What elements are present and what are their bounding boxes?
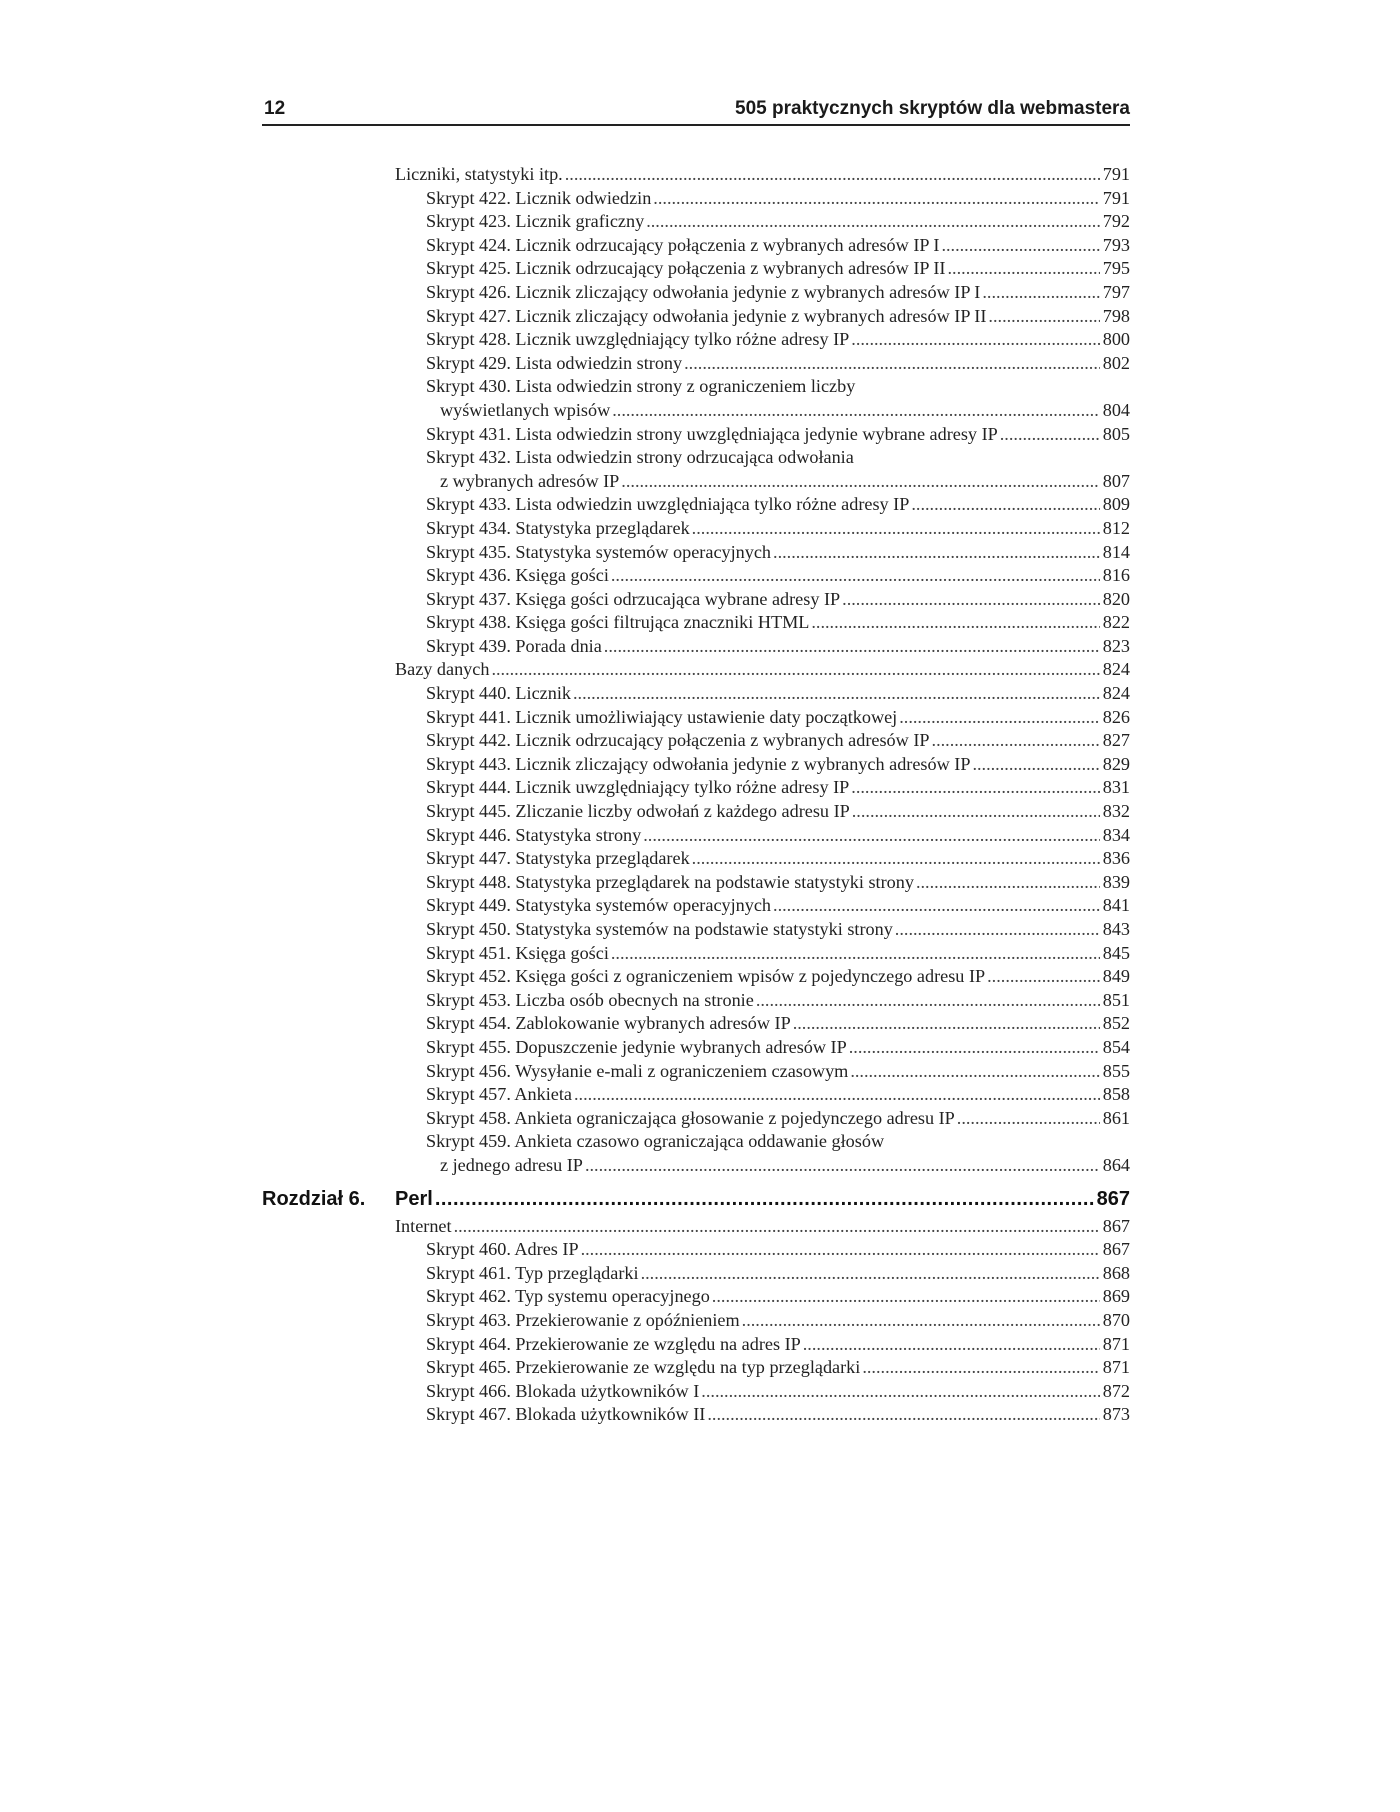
entry-title: z wybranych adresów IP	[440, 470, 620, 491]
entry-title: Skrypt 467. Blokada użytkowników II	[426, 1404, 706, 1425]
dot-leader	[957, 1107, 1100, 1131]
entry-page-number: 854	[1102, 1036, 1130, 1057]
entry-title: Skrypt 440. Licznik	[426, 683, 571, 704]
entry-page-number: 792	[1102, 211, 1130, 232]
script-entry	[262, 257, 1130, 281]
entry-page-number: 795	[1102, 258, 1130, 279]
script-entry	[262, 1238, 1130, 1262]
entry-title: Skrypt 464. Przekierowanie ze względu na adres IP	[426, 1333, 801, 1354]
entry-page-number: 834	[1102, 824, 1130, 845]
entry-page-number: 827	[1102, 730, 1130, 751]
entry-title: Skrypt 437. Księga gości odrzucająca wybrane adresy IP	[426, 588, 841, 609]
entry-page-number: 864	[1102, 1154, 1130, 1175]
entry-title: Skrypt 446. Statystyka strony	[426, 824, 642, 845]
dot-leader	[692, 517, 1100, 541]
dot-leader	[916, 871, 1100, 895]
entry-title: Skrypt 439. Porada dnia	[426, 635, 602, 656]
entry-title: Skrypt 463. Przekierowanie z opóźnieniem	[426, 1309, 740, 1330]
script-entry	[262, 541, 1130, 565]
dot-leader	[895, 918, 1100, 942]
script-entry	[262, 1403, 1130, 1427]
entry-page-number: 797	[1102, 281, 1130, 302]
script-entry	[262, 399, 1130, 423]
dot-leader	[653, 187, 1099, 211]
entry-title: z jednego adresu IP	[440, 1154, 583, 1175]
dot-leader	[941, 234, 1099, 258]
entry-title: Skrypt 427. Licznik zliczający odwołania jedynie z wybranych adresów IP II	[426, 305, 987, 326]
script-entry	[262, 871, 1130, 895]
entry-page-number: 867	[1096, 1187, 1130, 1210]
dot-leader	[604, 635, 1100, 659]
entry-title: Skrypt 445. Zliczanie liczby odwołań z każdego adresu IP	[426, 801, 850, 822]
entry-title: Skrypt 443. Licznik zliczający odwołania jedynie z wybranych adresów IP	[426, 753, 971, 774]
dot-leader	[585, 1154, 1100, 1178]
dot-leader	[701, 1380, 1099, 1404]
dot-leader	[692, 847, 1100, 871]
script-entry	[262, 847, 1130, 871]
entry-title: Skrypt 450. Statystyka systemów na podstawie statystyki strony	[426, 919, 893, 939]
entry-page-number: 871	[1102, 1333, 1130, 1354]
script-entry	[262, 729, 1130, 753]
entry-page-number: 826	[1102, 706, 1130, 727]
entry-title: Skrypt 459. Ankieta czasowo ograniczająca oddawanie głosów	[426, 1131, 885, 1152]
script-entry	[262, 1154, 1130, 1178]
entry-title: Skrypt 430. Lista odwiedzin strony z ograniczeniem liczby	[426, 376, 856, 397]
entry-title: Skrypt 449. Statystyka systemów operacyjnych	[426, 895, 772, 916]
entry-page-number: 814	[1102, 541, 1130, 562]
dot-leader	[454, 1215, 1100, 1239]
dot-leader	[611, 564, 1100, 588]
dot-leader	[899, 706, 1099, 730]
dot-leader	[851, 328, 1099, 352]
entry-page-number: 824	[1102, 659, 1130, 680]
entry-page-number: 809	[1102, 494, 1130, 515]
entry-title: Skrypt 438. Księga gości filtrująca znaczniki HTML	[426, 612, 810, 633]
dot-leader	[773, 894, 1100, 918]
dot-leader	[850, 1060, 1099, 1084]
book-title: 505 praktycznych skryptów dla webmastera	[735, 98, 1130, 119]
dot-leader	[574, 1083, 1100, 1107]
script-entry	[262, 423, 1130, 447]
script-entry	[262, 635, 1130, 659]
entry-page-number: 804	[1102, 399, 1130, 420]
dot-leader	[684, 352, 1100, 376]
entry-title: Skrypt 444. Licznik uwzględniający tylko różne adresy IP	[426, 777, 850, 798]
entry-page-number: 824	[1102, 683, 1130, 704]
entry-title: Skrypt 428. Licznik uwzględniający tylko różne adresy IP	[426, 329, 850, 350]
entry-page-number: 870	[1102, 1309, 1130, 1330]
script-entry	[262, 328, 1130, 352]
entry-title: Skrypt 452. Księga gości z ograniczeniem wpisów z pojedynczego adresu IP	[426, 966, 986, 987]
entry-page-number: 858	[1102, 1084, 1130, 1105]
entry-page-number: 800	[1102, 329, 1130, 350]
entry-page-number: 867	[1102, 1215, 1130, 1236]
entry-title: Skrypt 423. Licznik graficzny	[426, 211, 645, 232]
entry-page-number: 822	[1102, 612, 1130, 633]
script-entry	[262, 281, 1130, 305]
entry-title: Skrypt 456. Wysyłanie e-mali z ograniczeniem czasowym	[426, 1060, 849, 1081]
dot-leader	[987, 965, 1100, 989]
page-number: 12	[264, 98, 286, 119]
entry-page-number: 873	[1102, 1404, 1130, 1425]
dot-leader	[948, 257, 1100, 281]
script-entry	[262, 682, 1130, 706]
entry-page-number: 832	[1102, 801, 1130, 822]
entry-title: Skrypt 465. Przekierowanie ze względu na typ przeglądarki	[426, 1357, 861, 1378]
entry-title: Skrypt 422. Licznik odwiedzin	[426, 187, 652, 208]
dot-leader	[852, 800, 1100, 824]
entry-page-number: 802	[1102, 352, 1130, 373]
script-entry	[262, 1262, 1130, 1286]
entry-page-number: 831	[1102, 777, 1130, 798]
dot-leader	[646, 210, 1100, 234]
entry-title: Liczniki, statystyki itp.	[395, 164, 563, 184]
section-entry	[262, 163, 1130, 187]
entry-page-number: 820	[1102, 588, 1130, 609]
entry-page-number: 843	[1102, 919, 1130, 939]
entry-title: Skrypt 425. Licznik odrzucający połączenia z wybranych adresów IP II	[426, 258, 946, 279]
dot-leader	[573, 682, 1100, 706]
dot-leader	[849, 1036, 1100, 1060]
dot-leader	[707, 1403, 1099, 1427]
script-entry	[262, 611, 1130, 635]
entry-title: Skrypt 455. Dopuszczenie jedynie wybranych adresów IP	[426, 1036, 847, 1057]
entry-title: Skrypt 441. Licznik umożliwiający ustawienie daty początkowej	[426, 706, 898, 727]
script-entry	[262, 187, 1130, 211]
dot-leader	[842, 588, 1100, 612]
chapter-entry	[262, 1184, 1130, 1215]
entry-title: Skrypt 431. Lista odwiedzin strony uwzględniająca jedynie wybrane adresy IP	[426, 423, 998, 444]
entry-page-number: 872	[1102, 1380, 1130, 1401]
entry-page-number: 793	[1102, 234, 1130, 255]
script-entry	[262, 1333, 1130, 1357]
dot-leader	[756, 989, 1100, 1013]
script-entry	[262, 210, 1130, 234]
dot-leader	[1000, 423, 1100, 447]
script-entry	[262, 234, 1130, 258]
dot-leader	[811, 611, 1099, 635]
entry-title: Skrypt 451. Księga gości	[426, 942, 609, 963]
entry-page-number: 798	[1102, 305, 1130, 326]
dot-leader	[988, 305, 1099, 329]
entry-page-number: 807	[1102, 470, 1130, 491]
script-entry	[262, 375, 1130, 399]
dot-leader	[581, 1238, 1100, 1262]
script-entry	[262, 1380, 1130, 1404]
entry-title: Skrypt 447. Statystyka przeglądarek	[426, 848, 690, 869]
script-entry	[262, 776, 1130, 800]
chapter-label: Rozdział 6.	[262, 1187, 366, 1210]
script-entry	[262, 894, 1130, 918]
script-entry	[262, 800, 1130, 824]
entry-title: Skrypt 458. Ankieta ograniczająca głosowanie z pojedynczego adresu IP	[426, 1107, 955, 1128]
entry-page-number: 861	[1102, 1107, 1130, 1128]
dot-leader	[793, 1012, 1100, 1036]
script-entry	[262, 470, 1130, 494]
entry-title: Skrypt 448. Statystyka przeglądarek na podstawie statystyki strony	[426, 871, 914, 892]
dot-leader	[712, 1285, 1100, 1309]
dot-leader	[932, 729, 1100, 753]
entry-title: Skrypt 429. Lista odwiedzin strony	[426, 352, 683, 373]
entry-page-number: 845	[1102, 942, 1130, 963]
script-entry	[262, 517, 1130, 541]
entry-title: Skrypt 424. Licznik odrzucający połączenia z wybranych adresów IP I	[426, 234, 940, 255]
entry-page-number: 791	[1102, 187, 1130, 208]
entry-page-number: 852	[1102, 1013, 1130, 1034]
entry-title: Internet	[395, 1215, 452, 1236]
dot-leader	[742, 1309, 1100, 1333]
dot-leader	[612, 399, 1099, 423]
script-entry	[262, 965, 1130, 989]
entry-page-number: 839	[1102, 871, 1130, 892]
running-header	[262, 98, 1130, 126]
entry-page-number: 849	[1102, 966, 1130, 987]
entry-page-number: 867	[1102, 1239, 1130, 1260]
entry-page-number: 812	[1102, 517, 1130, 538]
entry-title: Skrypt 434. Statystyka przeglądarek	[426, 517, 690, 538]
entry-title: Perl	[395, 1187, 433, 1210]
dot-leader	[621, 470, 1099, 494]
dot-leader	[435, 1184, 1094, 1215]
script-entry	[262, 1060, 1130, 1084]
dot-leader	[982, 281, 1099, 305]
entry-page-number: 829	[1102, 753, 1130, 774]
entry-title: Skrypt 454. Zablokowanie wybranych adresów IP	[426, 1013, 791, 1034]
entry-page-number: 869	[1102, 1286, 1130, 1307]
entry-title: Skrypt 436. Księga gości	[426, 565, 609, 586]
entry-page-number: 855	[1102, 1060, 1130, 1081]
dot-leader	[773, 541, 1100, 565]
dot-leader	[643, 824, 1099, 848]
entry-title: Skrypt 466. Blokada użytkowników I	[426, 1380, 700, 1401]
entry-page-number: 805	[1102, 423, 1130, 444]
entry-title: Skrypt 435. Statystyka systemów operacyjnych	[426, 541, 772, 562]
dot-leader	[972, 753, 1099, 777]
script-entry	[262, 588, 1130, 612]
entry-title: wyświetlanych wpisów	[440, 399, 611, 420]
entry-page-number: 851	[1102, 989, 1130, 1010]
entry-title: Skrypt 432. Lista odwiedzin strony odrzucająca odwołania	[426, 447, 854, 468]
entry-title: Skrypt 426. Licznik zliczający odwołania jedynie z wybranych adresów IP I	[426, 281, 981, 302]
script-entry	[262, 446, 1130, 470]
script-entry	[262, 1130, 1130, 1154]
script-entry	[262, 1083, 1130, 1107]
script-entry	[262, 1309, 1130, 1333]
dot-leader	[911, 493, 1099, 517]
script-entry	[262, 824, 1130, 848]
script-entry	[262, 706, 1130, 730]
dot-leader	[862, 1356, 1099, 1380]
script-entry	[262, 1036, 1130, 1060]
script-entry	[262, 989, 1130, 1013]
script-entry	[262, 305, 1130, 329]
script-entry	[262, 1285, 1130, 1309]
script-entry	[262, 1012, 1130, 1036]
entry-title: Skrypt 461. Typ przeglądarki	[426, 1262, 639, 1283]
script-entry	[262, 753, 1130, 777]
entry-page-number: 871	[1102, 1357, 1130, 1378]
entry-title: Skrypt 457. Ankieta	[426, 1084, 572, 1105]
entry-page-number: 868	[1102, 1262, 1130, 1283]
entry-title: Bazy danych	[395, 659, 490, 680]
script-entry	[262, 918, 1130, 942]
entry-page-number: 791	[1102, 164, 1130, 184]
dot-leader	[565, 163, 1100, 187]
dot-leader	[851, 776, 1099, 800]
script-entry	[262, 942, 1130, 966]
dot-leader	[641, 1262, 1100, 1286]
script-entry	[262, 352, 1130, 376]
script-entry	[262, 1356, 1130, 1380]
entry-title: Skrypt 460. Adres IP	[426, 1239, 579, 1260]
script-entry	[262, 564, 1130, 588]
entry-page-number: 836	[1102, 848, 1130, 869]
section-entry	[262, 1215, 1130, 1239]
entry-page-number: 816	[1102, 565, 1130, 586]
dot-leader	[611, 942, 1100, 966]
dot-leader	[803, 1333, 1100, 1357]
table-of-contents	[262, 163, 1130, 1427]
entry-page-number: 823	[1102, 635, 1130, 656]
script-entry	[262, 1107, 1130, 1131]
entry-title: Skrypt 462. Typ systemu operacyjnego	[426, 1286, 710, 1307]
entry-title: Skrypt 433. Lista odwiedzin uwzględniająca tylko różne adresy IP	[426, 494, 910, 515]
script-entry	[262, 493, 1130, 517]
entry-title: Skrypt 453. Liczba osób obecnych na stronie	[426, 989, 754, 1010]
section-entry	[262, 658, 1130, 682]
entry-page-number: 841	[1102, 895, 1130, 916]
dot-leader	[491, 658, 1099, 682]
entry-title: Skrypt 442. Licznik odrzucający połączenia z wybranych adresów IP	[426, 730, 930, 751]
